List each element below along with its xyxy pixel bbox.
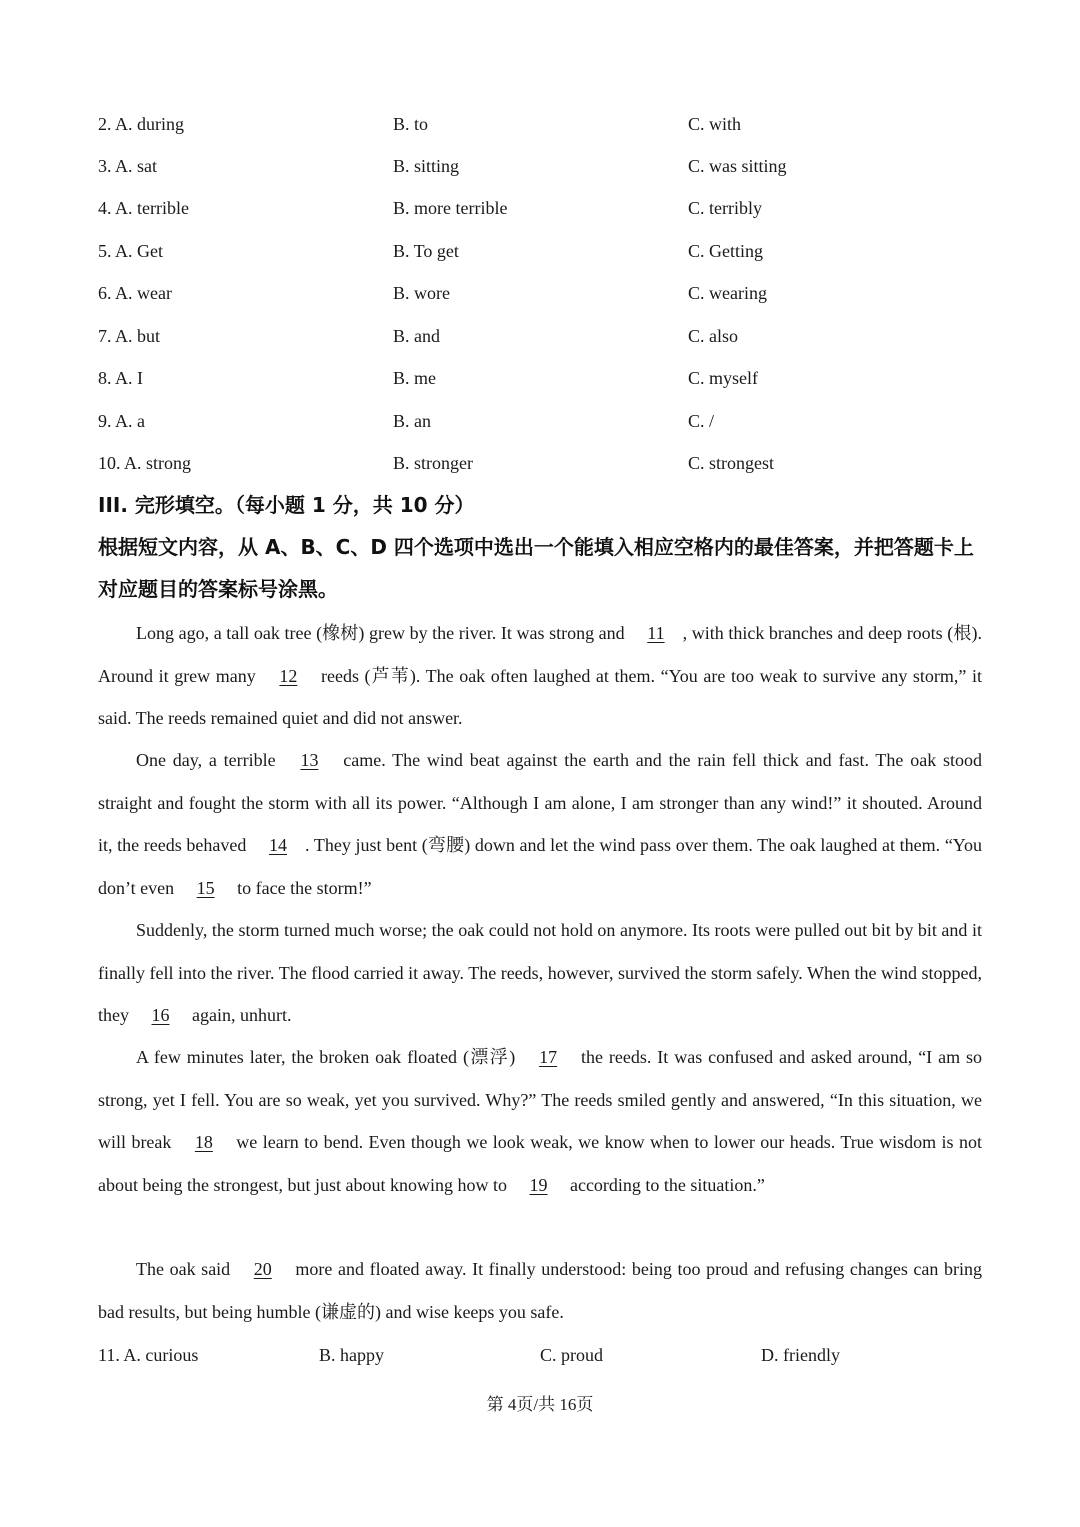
section-instruction: 根据短文内容，从 A、B、C、D 四个选项中选出一个能填入相应空格内的最佳答案，并把答题卡上对应题目的答案标号涂黑。	[98, 535, 974, 601]
blank-11: 11	[647, 623, 665, 643]
option-a: 7. A. but	[98, 326, 161, 346]
option-a: 8. A. I	[98, 368, 143, 388]
blank-20: 20	[253, 1259, 272, 1279]
blank-19: 19	[529, 1174, 548, 1195]
passage-paragraph-5: The oak said 20 more and floated away. It finally understood: being too proud and refusing changes can bring bad results, but being humble (谦虚的) and wise keeps you safe.	[98, 1248, 982, 1333]
option-row-9	[98, 406, 998, 436]
option-row-5	[98, 236, 998, 266]
option-a: 6. A. wear	[98, 283, 172, 303]
option-row-7	[98, 321, 998, 351]
blank-14: 14	[269, 835, 288, 855]
option-c: C. terribly	[688, 198, 762, 218]
section-title: III. 完形填空。（每小题 1 分，共 10 分）	[98, 493, 475, 517]
passage-paragraph-1: Long ago, a tall oak tree (橡树) grew by the river. It was strong and 11 , with thick branches and deep roots (根). Around it grew many 12 reeds (芦苇). The oak often laughed at them. “You are too weak to survive any storm,” it said. The reeds remained quiet and did not answer.	[98, 612, 982, 740]
option-b: B. more terrible	[393, 198, 508, 218]
passage-paragraph-2: One day, a terrible 13 came. The wind beat against the earth and the rain fell thick and fast. The oak stood straight and fought the storm with all its power. “Although I am alone, I am stronger than any wind!” it shouted. Around it, the reeds behaved 14 . They just bent (弯腰) down and let the wind pass over them. The oak laughed at them. “You don’t even 15 to face the storm!”	[98, 739, 982, 909]
option-b: B. to	[393, 114, 429, 134]
option-a: 9. A. a	[98, 411, 145, 431]
blank-16: 16	[151, 1005, 170, 1025]
blank-13: 13	[300, 750, 319, 770]
option-row-3	[98, 151, 998, 181]
option-b: B. an	[393, 411, 431, 431]
option-row-8	[98, 363, 998, 393]
option-a: 3. A. sat	[98, 156, 158, 176]
option-a: 11. A. curious	[98, 1345, 199, 1365]
blank-12: 12	[279, 665, 298, 686]
blank-15: 15	[196, 877, 215, 898]
option-c: C. strongest	[688, 453, 775, 473]
option-c: C. also	[688, 326, 739, 346]
option-c: C. /	[688, 411, 715, 431]
option-b: B. me	[393, 368, 436, 388]
option-c: C. myself	[688, 368, 758, 388]
option-c: C. wearing	[688, 283, 767, 303]
blank-17: 17	[539, 1047, 558, 1067]
option-b: B. happy	[319, 1345, 384, 1365]
option-a: 4. A. terrible	[98, 198, 189, 218]
option-a: 5. A. Get	[98, 241, 163, 261]
option-a: 2. A. during	[98, 114, 185, 134]
option-c: C. proud	[540, 1345, 603, 1365]
option-row-10	[98, 448, 998, 478]
option-row-11	[98, 1340, 982, 1370]
option-b: B. and	[393, 326, 440, 346]
option-b: B. sitting	[393, 156, 460, 176]
option-a: 10. A. strong	[98, 453, 192, 473]
option-b: B. wore	[393, 283, 450, 303]
blank-18: 18	[194, 1132, 213, 1152]
option-row-6	[98, 278, 998, 308]
option-c: C. was sitting	[688, 156, 787, 176]
passage-paragraph-4: A few minutes later, the broken oak floated (漂浮) 17 the reeds. It was confused and asked around, “I am so strong, yet I fell. You are so weak, yet you survived. Why?” The reeds smiled gently and answered, “In this situation, we will break 18 we learn to bend. Even though we look weak, we know when to lower our heads. True wisdom is not about being the strongest, but just about knowing how to 19 according to the situation.”	[98, 1036, 982, 1206]
option-b: B. stronger	[393, 453, 473, 473]
option-d: D. friendly	[761, 1345, 840, 1365]
option-row-4	[98, 193, 998, 223]
option-c: C. with	[688, 114, 742, 134]
passage-paragraph-3: Suddenly, the storm turned much worse; the oak could not hold on anymore. Its roots were pulled out bit by bit and it finally fell into the river. The flood carried it away. The reeds, however, survived the storm safely. When the wind stopped, they 16 again, unhurt.	[98, 909, 982, 1037]
option-c: C. Getting	[688, 241, 763, 261]
page-number: 第 4页/共 16页	[486, 1395, 594, 1414]
option-b: B. To get	[393, 241, 459, 261]
option-row-2	[98, 109, 998, 139]
